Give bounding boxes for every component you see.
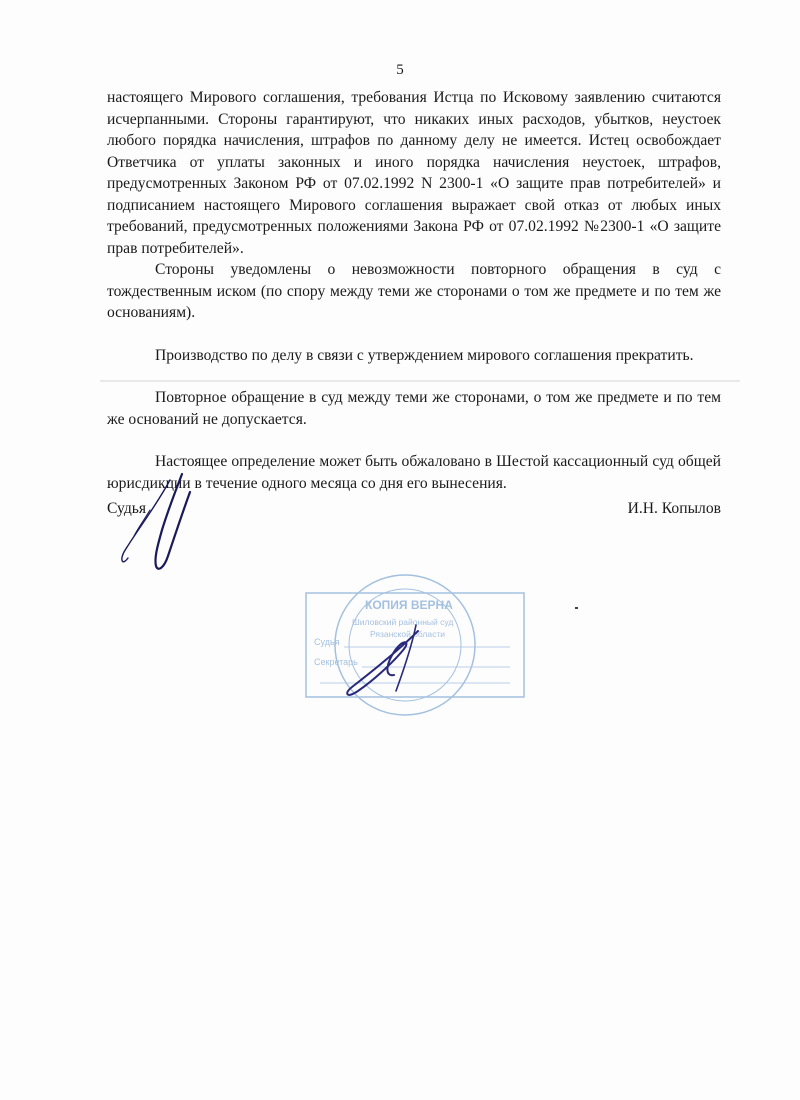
page-number: 5 (396, 62, 404, 78)
stamp-title: КОПИЯ ВЕРНА (365, 598, 453, 612)
stamp-court-line1: Шиловский районный суд (352, 617, 454, 627)
paragraph-settlement-terms: настоящего Мирового соглашения, требования Истца по Исковому заявлению считаются исчерпанными. Стороны гарантируют, что никаких иных расходов, убытков, неустоек любого порядка начисления, штрафов по данному делу не имеется. Истец освобождает Ответчика от уплаты законных и иного порядка начисления неустоек, штрафов, предусмотренных Законом РФ от 07.02.1992 N 2300-1 «О защите прав потребителей» и подписанием настоящего Мирового соглашения выражает свой отказ от любых иных требований, предусмотренных положениями Закона РФ от 07.02.1992 №2300-1 «О защите прав потребителей». (107, 89, 721, 257)
paragraph-termination: Производство по делу в связи с утверждением мирового соглашения прекратить. (155, 346, 694, 364)
judge-name: И.Н. Копылов (627, 500, 721, 517)
paragraph-repeat-appeal: Повторное обращение в суд между теми же сторонами, о том же предмете и по тем же оснований не допускается. (107, 389, 721, 428)
scan-speck (575, 607, 578, 609)
judge-signature (110, 470, 220, 580)
judge-role-label: Судья (107, 500, 147, 517)
paragraph-notification: Стороны уведомлены о невозможности повторного обращения в суд с тождественным иском (по спору между теми же сторонами о том же предмете и по тем же основаниям). (107, 261, 721, 321)
document-body (107, 87, 721, 494)
court-stamp (300, 565, 530, 735)
stamp-court-line2: Рязанской области (370, 629, 446, 639)
stamp-judge-label: Судья (314, 637, 340, 647)
paragraph-appeal-rights: Настоящее определение может быть обжаловано в Шестой кассационный суд общей юрисдикции в течение одного месяца со дня его вынесения. (107, 453, 721, 492)
stamp-secretary-label: Секретарь (314, 657, 358, 667)
scan-artifact-line (100, 380, 740, 382)
